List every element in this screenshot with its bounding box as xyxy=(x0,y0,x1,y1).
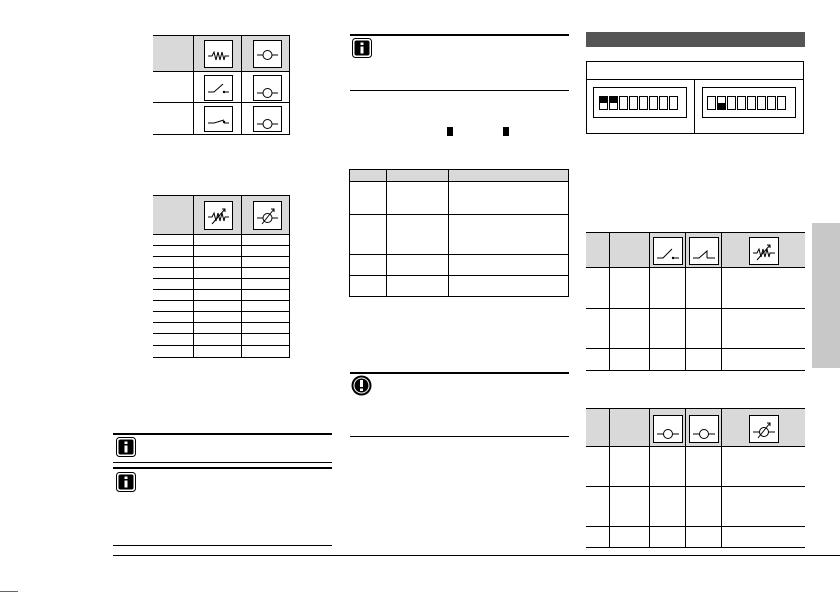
dip-switch xyxy=(599,96,608,110)
note-divider xyxy=(350,372,569,374)
dip-switch xyxy=(757,96,766,110)
variable-circle-icon xyxy=(749,415,779,443)
note-divider xyxy=(113,462,332,463)
footer-rule xyxy=(113,555,840,556)
circle-contact-icon xyxy=(253,40,282,68)
dip-switch xyxy=(639,96,648,110)
footer-mark xyxy=(0,591,18,592)
switch-open-icon xyxy=(204,75,233,101)
variable-resistor-icon xyxy=(749,237,779,265)
dip-switch xyxy=(707,96,716,110)
dip-switch xyxy=(669,96,678,110)
info-icon xyxy=(116,472,136,492)
circle-contact-icon xyxy=(253,75,282,101)
warning-icon xyxy=(351,375,372,396)
switch-open-icon xyxy=(653,237,683,265)
resistor-icon xyxy=(204,40,233,68)
variable-resistor-icon xyxy=(204,201,233,230)
circle-contact-icon xyxy=(689,415,719,443)
dip-switch xyxy=(777,96,786,110)
note-divider xyxy=(113,467,332,469)
dip-switch xyxy=(619,96,628,110)
side-tab xyxy=(812,223,840,368)
dip-switch xyxy=(727,96,736,110)
dip-switch xyxy=(737,96,746,110)
dip-switch xyxy=(629,96,638,110)
note-divider xyxy=(350,436,569,437)
dip-switch xyxy=(659,96,668,110)
circle-contact-icon xyxy=(653,415,683,443)
switch-closed-icon xyxy=(204,106,233,132)
dip-switch xyxy=(649,96,658,110)
variable-circle-icon xyxy=(253,201,282,230)
filled-square-marker xyxy=(503,127,509,136)
note-divider xyxy=(113,433,332,435)
note-divider xyxy=(113,545,332,546)
dip-switch xyxy=(717,96,726,110)
circle-contact-icon xyxy=(253,106,282,132)
switch-closed-icon xyxy=(689,237,719,265)
dip-switch xyxy=(767,96,776,110)
section-header-bar xyxy=(586,32,805,47)
note-divider xyxy=(350,90,569,91)
dip-switch xyxy=(747,96,756,110)
note-divider xyxy=(350,34,569,36)
info-icon xyxy=(116,437,136,457)
info-icon xyxy=(352,38,372,58)
dip-switch xyxy=(609,96,618,110)
filled-square-marker xyxy=(447,127,453,136)
